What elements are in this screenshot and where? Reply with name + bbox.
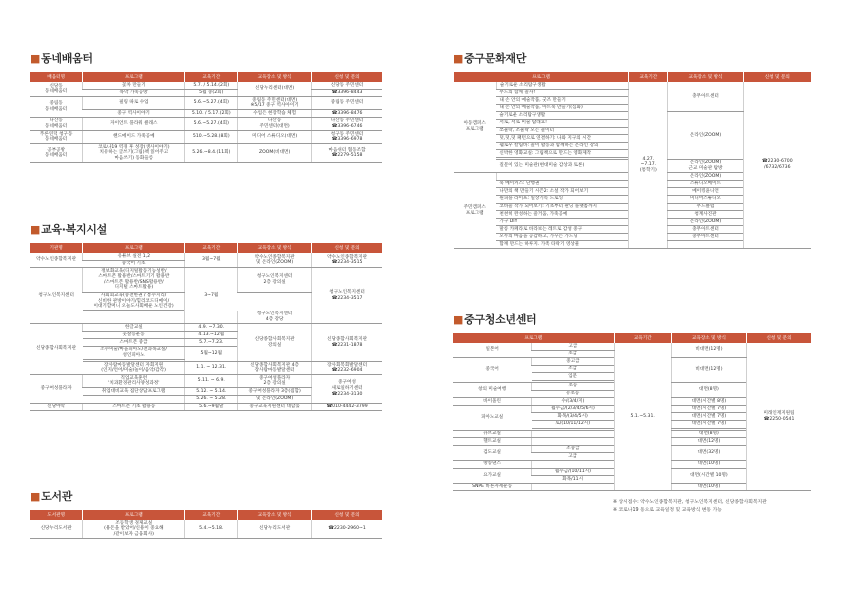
column-header: 프로그램 [83,72,185,82]
edu-table [30,243,382,411]
table-cell: 유초등 [532,390,614,398]
column-header: 교육장소 및 방식 [238,72,312,82]
table-cell: 및 온라인(ZOOM) [238,395,312,403]
table-cell: 고급 [532,343,614,350]
table-cell [83,395,185,403]
table-cell: 고급 [532,453,614,461]
table-cell: ZOOM(비대면) [238,144,312,163]
table-cell: 신당종합사회복지관 강의실 [238,324,312,362]
table-cell: 서로, 서로 미술 탐래요! [496,119,628,127]
column-header: 교육장소 및 방식 [671,333,746,343]
dongne-section [30,50,382,163]
edu-section [30,221,382,411]
table-cell: 북 메이커스: 단행권 [496,180,628,188]
table-cell [532,430,614,438]
table-row [30,97,382,110]
table-cell: 중고급 [532,358,614,366]
table-cell: 5월~12월 [185,346,238,361]
table-cell [532,460,614,468]
table-row [30,324,382,332]
table-cell: 대면(12명) [671,438,746,446]
table-cell: 5.7.~7.23. [185,339,238,347]
table-cell: 큐브교실 [453,430,532,438]
table-cell: 5.4.~5.18. [185,520,238,538]
table-cell: ☎2230-2960~1 [312,520,382,538]
column-header: 교육장소 및 방식 [668,72,743,82]
table-cell: 수/(3/4/지) [532,398,614,406]
culture-section [453,50,811,249]
table-cell: 청구동 주민센터 ☎3396-6978 [312,131,382,144]
youth-title: ■중구청소년센터 [453,313,537,326]
table-cell: 가구 DIY [496,218,628,226]
group-cell: 아동캠퍼스 프로그램 [454,82,497,173]
table-cell: SNPE 바른자세운동 [453,483,532,491]
table-cell: 한글교실 [83,324,185,332]
table-cell: 푸른연덕 청구동 동네배움터 [30,131,83,144]
table-cell: 내 손 안의 예술작품, 아트북 만들기(심화) [496,104,628,112]
note-line: ※ 상시접수: 약수노인종합복지관, 청구노인복지센터, 신당종합사회복지관 [613,500,767,506]
table-row [453,343,811,350]
table-cell: 중구 역사이야기 [83,110,185,118]
table-cell: 수업은 현장학습 체험 [238,110,312,118]
table-cell: 직업교육훈련 '치과환경관리사양성과정' [83,375,185,388]
table-cell: 대면(10명) [671,460,746,468]
table-cell: 월수금/(2/3/4/5/6시) [532,405,614,413]
table-cell: 중구여성 새로일하기센터 ☎2234-3130 [312,375,382,403]
table-cell: 나만의 책 만들기 시즌2: 소설 작가 되어보기 [496,188,628,196]
column-header: 교육기간 [185,72,238,82]
table-cell: 화목/(3/4/5시) [532,413,614,421]
table-cell: 미래인재지원팀 ☎2250-0541 [747,343,811,491]
table-cell: 피아노교실 [453,405,532,430]
table-cell: 다산동 주민센터(대면) [238,117,312,130]
table-row [30,375,382,388]
table-cell: 대면(시간별 7명) [671,420,746,428]
table-cell: 슬기로운 소리탐구생활 [496,82,628,89]
table-row [30,89,382,97]
table-cell [532,483,614,491]
column-header: 배움터명 [30,72,83,82]
table-cell: 대면(8명) [671,382,746,397]
column-header: 신청 및 문의 [743,72,811,82]
table-cell: 사회회교육(중전한권 / 통수지리/ 신비한 관방이야기/힐리코드디메이/ 이대기할머니 오늘도사회배운 노인건강) [83,292,185,311]
table-row [454,82,812,89]
table-cell: 510.~5.28.(8회) [185,131,238,144]
column-header: 도서관명 [30,510,83,520]
table-cell: 5.6.~9월말 [185,403,238,411]
table-cell: 5.12. ~ 5.14. [185,388,238,396]
table-cell: 웃살등운동 [83,331,185,339]
table-cell: 조등학생 경제교실 (용돈을 받았어/신용이 중요해 /같이보자 금융회사) [83,520,185,538]
table-cell: 초급 [532,350,614,358]
table-cell: 신박한 영화교실: 그림책으로 만드는 영화제작 [496,150,628,158]
column-header: 교육기간 [185,243,238,253]
table-cell: 쪼물락, 조물락 모든 놀이터 [496,127,628,135]
table-cell: 모두의 마음을 공감하고, 가꾸는 가드닝 [496,233,628,241]
table-cell: 청구노인복지센터 2층 강의실 [238,268,312,292]
culture-table [453,72,811,249]
table-cell: 중구여성플라자 [30,375,83,403]
column-header: 교육기간 [629,72,668,82]
column-header: 신청 및 문의 [312,243,382,253]
table-cell: 신당종합사회복지관 [30,324,83,375]
table-cell: 화목/11시 [532,476,614,484]
table-cell: 원피플 라이프: 일상기록 드로잉 [496,195,628,203]
table-cell: 3월~7월 [185,253,238,268]
table-cell: 코로나19 역경 후 성장(생사이야기) 치유하는 글쓰기(그림)책 읽어주고 마음쓰기) 동화들릉 [83,144,185,163]
table-row [30,268,382,292]
dongne-table [30,72,382,163]
table-cell: ☎2230-6700 /6732/6736 [743,82,811,249]
column-header: 프로그램 [453,333,614,343]
table-cell: 초등 [532,382,614,390]
table-cell: 토/(10/11/12시) [532,420,614,428]
table-cell: 웰로우 칼림바: 놀이 활동과 함께하는 온라인 강의 [496,142,628,150]
table-cell: 비대면(12명) [671,358,746,383]
table-row [30,403,382,411]
table-cell: 스마트폰 기초 활용동 [83,403,185,411]
table-row [30,117,382,130]
table-cell: 신당종합사회복지관 4층 장사람마동발달센터 [238,362,312,375]
table-cell: 중구여성플라자 3층(집합) [238,388,312,396]
column-header: 교육장소 및 방식 [238,243,312,253]
table-cell: 3~7월 [185,268,238,324]
table-cell: 중구교육지원센터 대합홀 [238,403,312,411]
column-header: 프로그램 [83,243,185,253]
table-cell: 약수노인종합복지관 ☎2234-3515 [312,253,382,268]
table-cell: 다산동 주민센터 ☎3396-6746 [312,117,382,130]
column-header: 프로그램 [83,510,185,520]
table-cell: 중림동 주민센터 [312,97,382,110]
lib-table [30,510,382,539]
table-cell: 5.7. / 5.14.(2회) [185,82,238,89]
table-cell: 약수노인종합복지관 [30,253,83,268]
table-cell: 검도교실 [453,445,532,460]
table-cell [83,311,185,324]
table-cell: 청계사진관 [668,211,743,219]
table-cell: 입문 [532,373,614,381]
table-cell: 4.13.~12월 [185,331,238,339]
table-header-row [454,72,812,82]
table-cell: 청구노인복지센터 ☎2234-3517 [312,268,382,324]
table-row [30,144,382,163]
table-cell: 덧,덧,덧 패턴으로 연결하기: 나와 지구의 시간 [496,135,628,143]
table-header-row [30,510,382,520]
table-cell [496,173,628,181]
table-cell: 꽃차 만들기 [83,82,185,89]
table-cell: 조급 [532,365,614,373]
table-cell: 청구노인복지센터 [30,268,83,324]
table-cell: 요가교실 [453,468,532,483]
table-cell: 자이언트 플라워 클래스 [83,117,185,130]
table-cell: 장사회복회발달센터 ☎2232-6904 [312,362,382,375]
table-cell: 충무아트센터 [668,82,743,112]
table-cell: 방송댄스 [453,460,532,468]
table-cell: 4.27. ~7.17. (통학기) [629,82,668,249]
table-header-row [30,243,382,253]
table-cell: 온라인(ZOOM) [668,112,743,160]
column-header: 프로그램 [454,72,629,82]
table-cell: ☎3396-8443 [312,89,382,97]
table-cell: 5.11. ~ 6.9. [185,375,238,388]
table-cell: 중림동 주민센터(대면) ※5/17 중구 역사아이기 [238,97,312,110]
table-cell: 월수금/(10/11시) [532,468,614,476]
youth-notes [453,499,811,515]
table-cell: 장사람마동발달센터 자회지원 (인지/언어/미술/놀이/음악/감각) [83,362,185,375]
table-row [30,520,382,538]
table-cell: 대면(시간별 7명) [671,405,746,413]
table-cell: 미디어스튜디오 [668,195,743,203]
table-cell: 미디어 스튜디오(대면) [238,131,312,144]
table-cell: 5.26.~8.4.(11회) [185,144,238,163]
lib-section [30,488,382,539]
edu-title: ■교육·복지시설 [30,223,107,236]
table-cell: 정보화교육(디지털활동기능성반/ 스마트폰 활용반/스마트기기 활용반 /스마트폰 활용반/SNS활용반/ 디지털 스마트활용) [83,268,185,292]
table-cell: 온라인(ZOOM) 근교 미술관 탐방 [668,159,743,172]
lib-title: ■도서관 [30,490,73,503]
table-cell: 1.1. ~ 12.31. [185,362,238,375]
youth-section [453,311,811,515]
table-cell: 대면(시간별 8명) [671,398,746,406]
table-cell: 신당누리센터(대면) [238,82,312,97]
table-row [30,131,382,144]
table-cell: 4.9. ~7.30. [185,324,238,332]
table-row [30,82,382,89]
table-cell: 코바늘 작가 되어보기: 기초부터 판딩 플랫톱까지 [496,203,628,211]
table-cell: 중구여성플라자 2층 강의실 [238,375,312,388]
column-header: 신청 및 문의 [312,72,382,82]
table-cell: 천천히 완성하는 즐거움, 가죽공예 [496,211,628,219]
table-cell: 필링 따로 수업 [83,97,185,110]
table-cell: 신당동 동네배움터 [30,82,83,97]
table-row [30,110,382,118]
table-cell: 중국어 기초 [83,260,185,268]
table-cell: 온라인(ZOOM) [668,218,743,226]
table-cell: 중림동 동네배움터 [30,97,83,118]
table-cell: 일본어 [453,343,532,358]
table-cell: 메이킹윤니언 [668,188,743,196]
table-cell: 대면(시간별 7명) [671,413,746,421]
table-cell: 슬기로운 소리탐구생활 [496,112,628,120]
table-cell: 말롱 카페라로 바라보는 레트로 감성 중구 [496,226,628,234]
table-cell [532,438,614,446]
table-cell: 청구노인복지센터 4층 강당 [238,311,312,324]
table-cell: 헬트교실 [453,438,532,446]
group-cell: 주민캠퍼스 프로그램 [454,173,497,249]
table-cell: 5.6.~5.27.(4회) [185,117,238,130]
table-cell: 조중급 [532,445,614,453]
table-cell: 다산동 동네배움터 [30,117,83,130]
table-cell: 바이올린 [453,398,532,406]
table-cell: 취업대비교육 집단상담프로그램 [83,388,185,396]
table-header-row [30,72,382,82]
table-cell: 질문이 있는 미술관(현대미술 감상과 토론) [496,159,628,172]
table-cell: 신당누리도서관 [30,520,83,538]
table-cell: 함께 만드는 하루지. 가족 타락기 영상물 [496,241,628,249]
column-header: 신청 및 문의 [312,510,382,520]
table-cell: 충무아트센터 [668,226,743,234]
table-cell: 대면(시간별 10명) [671,468,746,483]
table-cell: 5.10. / 5.17.(2회) [185,110,238,118]
table-cell: 5.1.~5.31. [614,343,671,491]
table-cell: 대면(10명) [671,483,746,491]
table-cell: ☎3396-8476 [312,110,382,118]
culture-title: ■중구문화재단 [453,52,527,65]
table-cell: 공부공방 동네배움터 [30,144,83,163]
table-cell: 약수노인종합복지관 및 온라인(ZOOM) [238,253,312,268]
table-cell: ☎010-4442-3799 [312,403,382,411]
table-cell: 신당야학 [30,403,83,411]
table-header-row [453,333,811,343]
table-cell: 충무아트센터 [668,233,743,241]
table-row [30,253,382,260]
table-cell: 신당종합사회복지관 ☎2231-1878 [312,324,382,362]
table-cell: 대면(32명) [671,445,746,460]
table-cell: 신당동 주민센터 [312,82,382,89]
column-header: 교육기간 [185,510,238,520]
table-cell [668,241,743,249]
table-cell: 내 손 안의 예술작품, 굿즈 만들기 [496,97,628,105]
column-header: 교육장소 및 방식 [238,510,312,520]
note-line: ※ 코로나19 동으로 교육일정 및 교육방식 변동 가능 [613,508,722,514]
column-header: 기관명 [30,243,83,253]
table-cell: 5.26. ~ 5.28. [185,395,238,403]
table-cell: 유튜브 실전 1,2 [83,253,185,260]
table-cell: 핸드메이드 가죽공예 [83,131,185,144]
table-cell: 스마트폰 중급 [83,339,185,347]
youth-table [453,333,811,491]
table-cell: 목막 가죽공방 [83,89,185,97]
dongne-title: ■동네배움터 [30,52,93,65]
table-cell: 비대면(12명) [671,343,746,358]
table-row [30,362,382,375]
table-cell: 5월 중(2회) [185,89,238,97]
column-header: 신청 및 문의 [747,333,811,343]
table-cell: 대면(8명) [671,430,746,438]
table-cell: 온라인(ZOOM) [668,173,743,181]
table-cell: 무드클럽 [668,203,743,211]
table-cell: 스튜디오메이트 [668,180,743,188]
table-cell: 신당누리도서관 [238,520,312,538]
table-cell: 마음쉬터 협동조합 ☎2279-5158 [312,144,382,163]
table-cell: 창의 미술여행 [453,382,532,397]
table-cell: 중국어 [453,358,532,383]
column-header: 교육기간 [614,333,671,343]
table-cell: 소수미술/마을피아노/전과목교실/ 성인피아노 [83,346,185,359]
table-cell: 무드의 함께 놀자! [496,89,628,97]
table-cell: 5.6.~5.27.(4회) [185,97,238,110]
